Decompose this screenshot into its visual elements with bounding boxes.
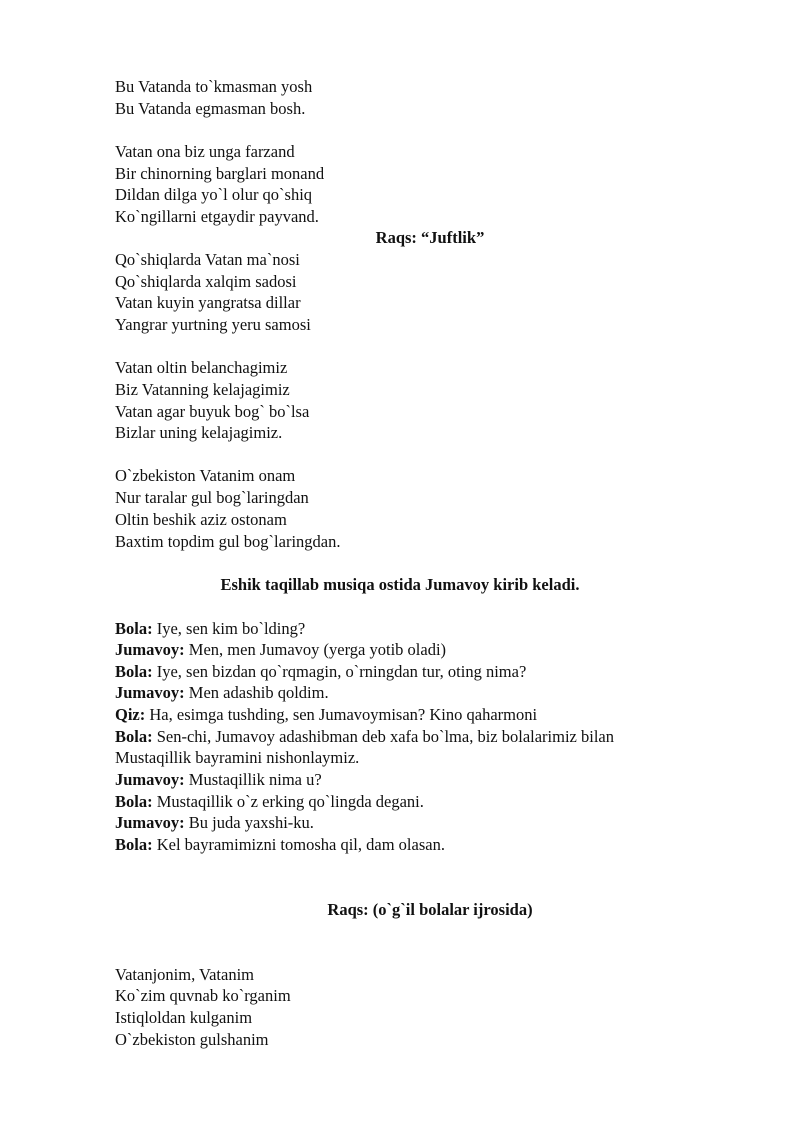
dance-heading: Raqs: “Juftlik” <box>375 228 485 247</box>
dance-heading: Raqs: (o`g`il bolalar ijrosida) <box>327 900 533 919</box>
dialogue-line <box>115 792 424 812</box>
stage-direction-heading: Eshik taqillab musiqa ostida Jumavoy kirib keladi. <box>220 575 580 594</box>
poem-line: Vatan oltin belanchagimiz <box>115 358 288 377</box>
speaker-name: Qiz: <box>115 705 146 724</box>
dialogue-text: Bu juda yaxshi-ku. <box>184 813 314 832</box>
dialogue-line <box>115 835 445 855</box>
dialogue-line <box>115 770 322 790</box>
poem-line: Ko`zim quvnab ko`rganim <box>115 986 291 1005</box>
poem-line: Vatan kuyin yangratsa dillar <box>115 293 301 312</box>
dialogue-text: Ha, esimga tushding, sen Jumavoymisan? Kino qaharmoni <box>145 705 538 724</box>
speaker-name: Jumavoy: <box>115 683 185 702</box>
poem-line: O`zbekiston Vatanim onam <box>115 466 296 485</box>
dialogue-line <box>115 813 314 833</box>
speaker-name: Bola: <box>115 835 153 854</box>
dialogue-line <box>115 662 526 682</box>
poem-line: Vatan ona biz unga farzand <box>115 142 295 161</box>
poem-line: Bu Vatanda egmasman bosh. <box>115 99 306 118</box>
speaker-name: Bola: <box>115 792 153 811</box>
poem-line: Dildan dilga yo`l olur qo`shiq <box>115 185 313 204</box>
poem-line: Qo`shiqlarda Vatan ma`nosi <box>115 250 300 269</box>
dialogue-text: Mustaqillik bayramini nishonlaymiz. <box>115 748 360 767</box>
speaker-name: Jumavoy: <box>115 770 185 789</box>
dialogue-line <box>115 640 446 660</box>
poem-line: Vatanjonim, Vatanim <box>115 965 255 984</box>
poem-line: Nur taralar gul bog`laringdan <box>115 488 309 507</box>
poem-line: Istiqloldan kulganim <box>115 1008 253 1027</box>
dialogue-line <box>115 683 329 703</box>
dialogue-line <box>115 748 359 768</box>
poem-line: Bizlar uning kelajagimiz. <box>115 423 283 442</box>
poem-line: Biz Vatanning kelajagimiz <box>115 380 290 399</box>
dialogue-text: Men, men Jumavoy (yerga yotib oladi) <box>184 640 447 659</box>
poem-line: Yangrar yurtning yeru samosi <box>115 315 311 334</box>
dialogue-text: Mustaqillik nima u? <box>184 770 322 789</box>
poem-line: Bir chinorning barglari monand <box>115 164 325 183</box>
dialogue-text: Mustaqillik o`z erking qo`lingda degani. <box>152 792 424 811</box>
dialogue-text: Men adashib qoldim. <box>184 683 329 702</box>
speaker-name: Jumavoy: <box>115 813 185 832</box>
poem-line: Bu Vatanda to`kmasman yosh <box>115 77 313 96</box>
dialogue-text: Sen-chi, Jumavoy adashibman deb xafa bo`lma, biz bolalarimiz bilan <box>152 727 614 746</box>
dialogue-text: Kel bayramimizni tomosha qil, dam olasan. <box>152 835 445 854</box>
poem-line: Oltin beshik aziz ostonam <box>115 510 287 529</box>
dialogue-text: Iye, sen kim bo`lding? <box>152 619 306 638</box>
speaker-name: Bola: <box>115 727 153 746</box>
poem-line: Baxtim topdim gul bog`laringdan. <box>115 532 341 551</box>
dialogue-line <box>115 705 537 725</box>
poem-line: O`zbekiston gulshanim <box>115 1030 269 1049</box>
dialogue-line <box>115 727 614 747</box>
poem-line: Ko`ngillarni etgaydir payvand. <box>115 207 319 226</box>
poem-line: Vatan agar buyuk bog` bo`lsa <box>115 402 310 421</box>
dialogue-line <box>115 619 305 639</box>
poem-line: Qo`shiqlarda xalqim sadosi <box>115 272 297 291</box>
speaker-name: Bola: <box>115 662 153 681</box>
speaker-name: Jumavoy: <box>115 640 185 659</box>
speaker-name: Bola: <box>115 619 153 638</box>
dialogue-text: Iye, sen bizdan qo`rqmagin, o`rningdan tur, oting nima? <box>152 662 527 681</box>
